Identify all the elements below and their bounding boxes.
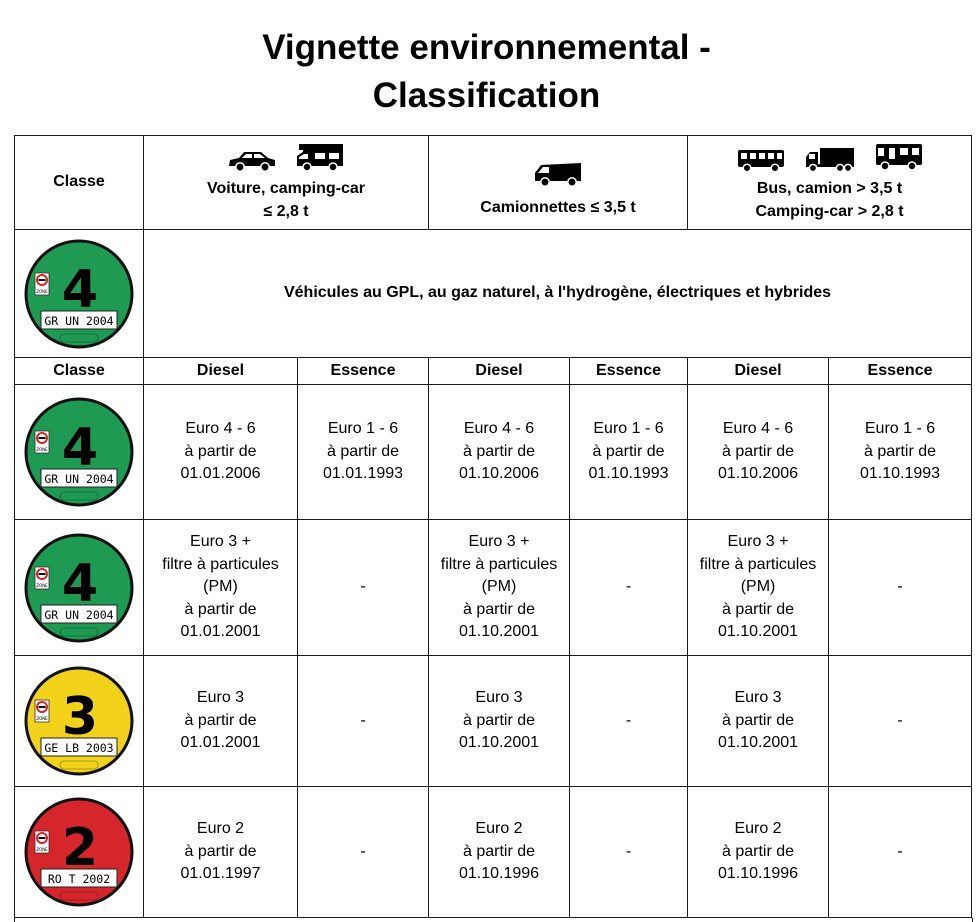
norm-line: -: [897, 842, 903, 860]
group-icons: [144, 142, 428, 172]
badge-zone-label: ZONE: [36, 447, 48, 452]
norm-line: à partir de: [462, 442, 536, 460]
badge-plate: GR UN 2004: [44, 607, 114, 622]
table-row: [15, 385, 972, 520]
norm-line: Euro 1 - 6: [593, 420, 664, 438]
norm-cell: [570, 520, 688, 656]
header-group-label: Bus, camion > 3,5 t: [756, 180, 903, 197]
norm-line: 01.10.2001: [458, 734, 540, 752]
badge-number: 4: [61, 418, 99, 478]
title-line-2: Classification: [372, 76, 601, 115]
badge-zone-label: ZONE: [36, 847, 48, 852]
norm-line: à partir de: [863, 442, 937, 460]
alt-fuel-text: Véhicules au GPL, au gaz naturel, à l'hydrogène, électriques et hybrides: [144, 230, 972, 358]
norm-line: à partir de: [184, 442, 257, 460]
norm-line: 01.10.2006: [717, 465, 799, 483]
norm-cell: [570, 385, 688, 520]
norm-line: filtre à particules: [162, 555, 279, 573]
badge-cell: [15, 520, 144, 656]
norm-line: Euro 2: [475, 820, 523, 838]
vignette-badge: [24, 666, 134, 776]
norm-line: à partir de: [592, 442, 665, 460]
norm-cell: [829, 656, 972, 787]
header-group-cars: [144, 136, 429, 230]
header-group-vans: [429, 136, 688, 230]
norm-cell: [429, 787, 570, 918]
norm-line: Euro 3: [734, 689, 782, 707]
subheader-classe: Classe: [15, 358, 144, 385]
norm-line: filtre à particules: [699, 555, 817, 573]
norm-line: -: [625, 578, 632, 596]
norm-line: 01.01.2001: [180, 623, 261, 641]
norm-line: 01.10.2001: [458, 623, 540, 641]
norm-cell: [570, 787, 688, 918]
norm-line: à partir de: [184, 600, 257, 618]
group-icons: [429, 159, 687, 187]
norm-cell: [570, 656, 688, 787]
norm-line: 01.01.1997: [180, 865, 261, 883]
norm-line: 01.10.1996: [458, 865, 540, 883]
norm-line: Euro 3 +: [727, 533, 789, 551]
norm-line: 01.10.1993: [859, 465, 941, 483]
subheader-essence: Essence: [829, 358, 972, 385]
subheader-diesel: Diesel: [688, 358, 829, 385]
norm-line: Euro 4 - 6: [463, 420, 535, 438]
norm-line: Euro 1 - 6: [327, 420, 399, 438]
norm-line: Euro 1 - 6: [864, 420, 936, 438]
subheader-diesel: Diesel: [144, 358, 298, 385]
norm-line: à partir de: [462, 842, 536, 860]
norm-line: (PM): [740, 578, 776, 596]
table-row: [15, 787, 972, 918]
badge-cell: [15, 385, 144, 520]
norm-cell: [829, 520, 972, 656]
norm-line: à partir de: [184, 842, 257, 860]
norm-cell: [829, 385, 972, 520]
badge-zone-label: ZONE: [36, 716, 48, 721]
norm-cell: [688, 385, 829, 520]
norm-cell: [144, 520, 298, 656]
norm-cell: [429, 656, 570, 787]
norm-line: 01.01.1993: [322, 465, 404, 483]
table-row: [15, 656, 972, 787]
norm-line: Euro 3: [196, 689, 245, 707]
norm-line: -: [897, 711, 903, 729]
norm-line: 01.10.2001: [717, 623, 799, 641]
norm-cell: [298, 787, 429, 918]
header-group-sublabel: Camping-car > 2,8 t: [755, 202, 904, 220]
norm-cell: [298, 385, 429, 520]
badge-zone-label: ZONE: [36, 582, 48, 588]
subheader-diesel: Diesel: [429, 358, 570, 385]
car-icon: [227, 148, 277, 172]
norm-line: à partir de: [184, 711, 257, 729]
norm-cell: [688, 656, 829, 787]
table-continuation: [14, 918, 973, 922]
norm-line: (PM): [481, 578, 517, 596]
norm-line: 01.10.2001: [717, 734, 799, 752]
van-icon: [533, 159, 583, 187]
norm-cell: [298, 656, 429, 787]
motorhome-icon: [874, 142, 924, 172]
norm-cell: [144, 787, 298, 918]
norm-line: filtre à particules: [440, 555, 558, 573]
norm-line: à partir de: [462, 600, 536, 618]
norm-line: à partir de: [721, 842, 795, 860]
vignette-badge: [24, 397, 134, 507]
norm-cell: [144, 656, 298, 787]
norm-line: -: [897, 578, 903, 596]
truck-icon: [804, 146, 856, 172]
norm-line: à partir de: [721, 600, 795, 618]
header-classe: Classe: [15, 136, 144, 230]
norm-line: à partir de: [462, 711, 536, 729]
vignette-badge: [24, 797, 134, 907]
badge-number: 4: [61, 259, 99, 320]
norm-line: -: [360, 711, 366, 729]
norm-line: Euro 4 - 6: [722, 420, 794, 438]
bus-icon: [736, 148, 786, 172]
group-icons: [688, 142, 971, 172]
vignette-badge: [24, 533, 134, 643]
header-group-heavy: [688, 136, 972, 230]
norm-line: -: [360, 578, 366, 596]
header-group-label: Voiture, camping-car: [207, 180, 365, 197]
badge-cell: [15, 656, 144, 787]
alt-fuel-row: [15, 230, 972, 358]
norm-line: à partir de: [721, 711, 795, 729]
norm-line: -: [625, 711, 632, 729]
badge-plate: GR UN 2004: [44, 313, 114, 328]
norm-cell: [688, 787, 829, 918]
norm-line: à partir de: [326, 442, 400, 460]
header-group-label: Camionnettes ≤ 3,5 t: [480, 199, 636, 217]
page-title: [0, 24, 973, 120]
norm-line: 01.10.1996: [717, 865, 799, 883]
norm-line: -: [360, 842, 366, 860]
badge-number: 3: [61, 687, 99, 747]
norm-line: Euro 3 +: [190, 533, 251, 551]
table-row: [15, 520, 972, 656]
subheader-essence: Essence: [570, 358, 688, 385]
norm-line: Euro 2: [196, 820, 245, 838]
norm-cell: [829, 787, 972, 918]
norm-cell: [688, 520, 829, 656]
norm-line: Euro 2: [734, 820, 782, 838]
norm-cell: [144, 385, 298, 520]
badge-zone-label: ZONE: [36, 288, 48, 294]
norm-cell: [429, 385, 570, 520]
norm-line: (PM): [203, 578, 238, 596]
norm-line: 01.01.2006: [180, 465, 261, 483]
badge-plate: GE LB 2003: [44, 741, 114, 755]
header-row: [15, 136, 972, 230]
norm-line: Euro 4 - 6: [185, 420, 256, 438]
norm-line: à partir de: [721, 442, 795, 460]
norm-line: 01.10.1993: [588, 465, 669, 483]
norm-line: 01.01.2001: [180, 734, 261, 752]
badge-plate: RO T 2002: [47, 872, 111, 886]
norm-line: Euro 3 +: [468, 533, 530, 551]
badge-plate: GR UN 2004: [44, 472, 114, 486]
header-group-sublabel: ≤ 2,8 t: [263, 202, 309, 220]
subheader-essence: Essence: [298, 358, 429, 385]
title-line-1: Vignette environnemental -: [262, 28, 711, 67]
norm-line: -: [625, 842, 632, 860]
alt-fuel-badge-cell: [15, 230, 144, 358]
vignette-badge: [24, 239, 134, 349]
classification-table: [14, 135, 972, 918]
norm-cell: [298, 520, 429, 656]
norm-line: 01.10.2006: [458, 465, 540, 483]
norm-line: Euro 3: [475, 689, 523, 707]
camper-icon: [295, 142, 345, 172]
badge-number: 2: [61, 818, 99, 878]
badge-cell: [15, 787, 144, 918]
subheader-row: [15, 358, 972, 385]
norm-cell: [429, 520, 570, 656]
badge-number: 4: [61, 553, 99, 614]
